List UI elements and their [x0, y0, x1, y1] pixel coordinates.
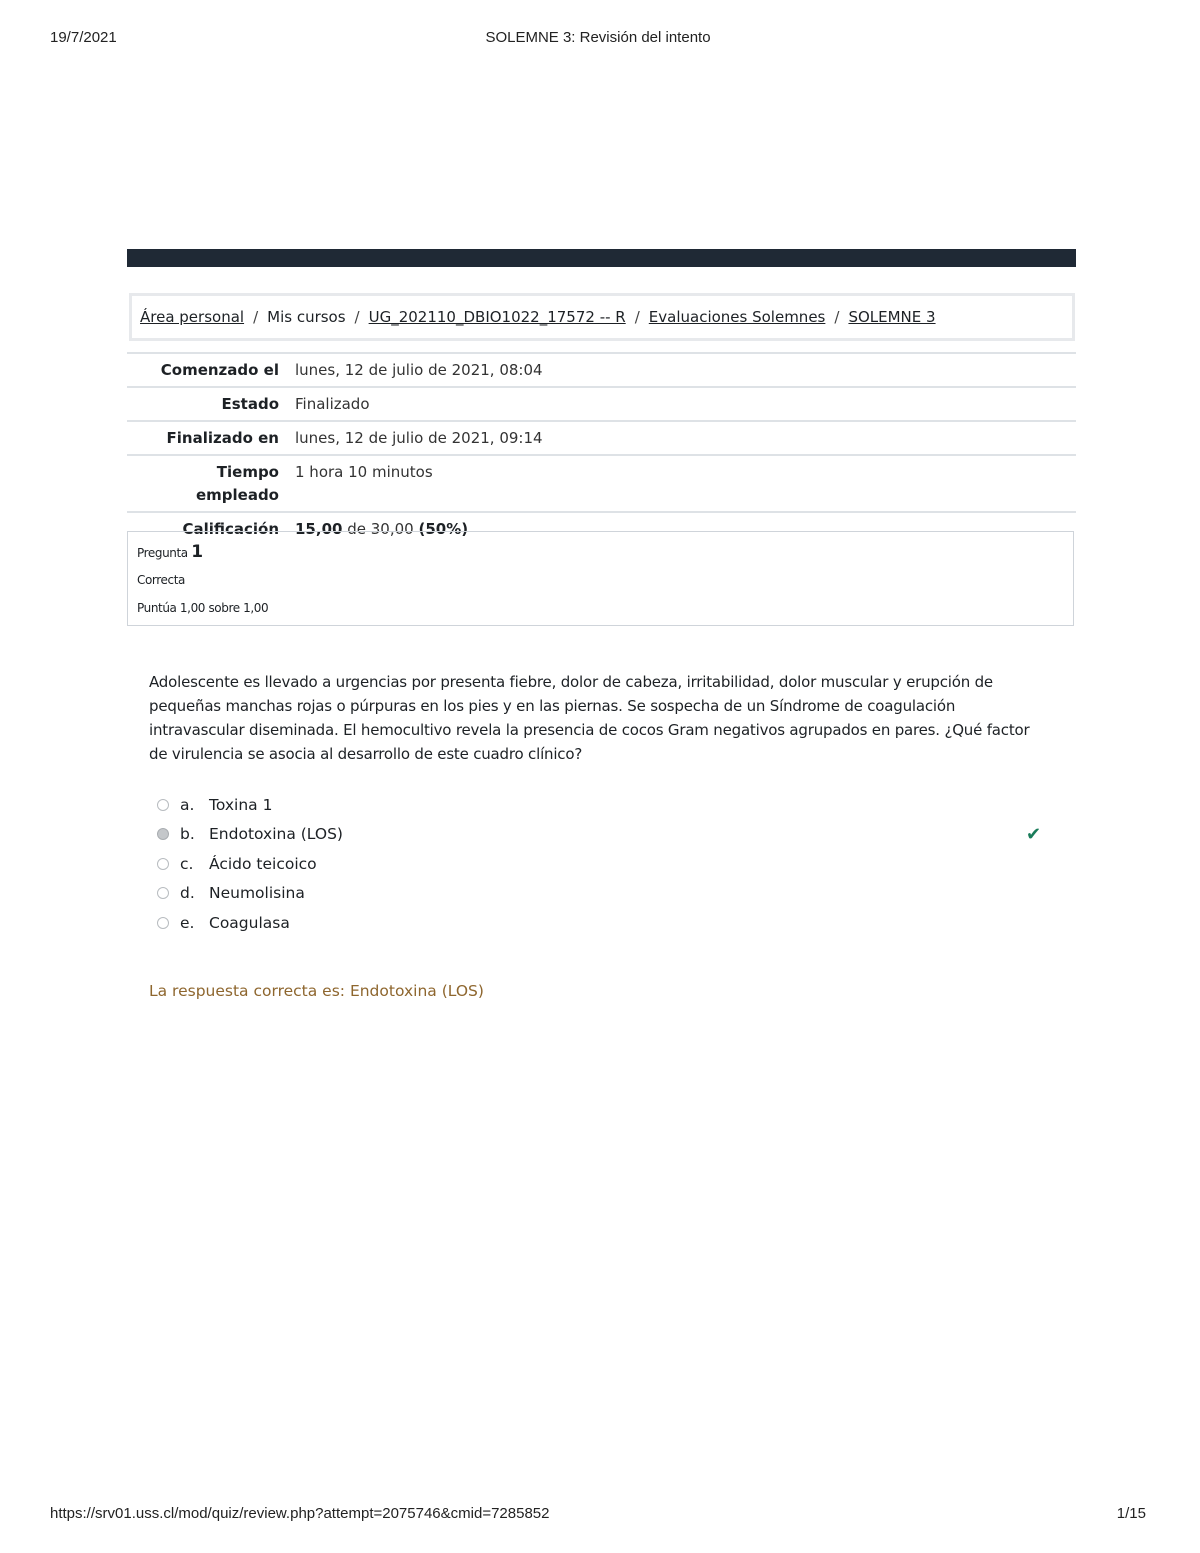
state-label: Estado: [221, 395, 279, 413]
breadcrumb-mis-cursos: Mis cursos: [267, 308, 346, 326]
print-footer: [50, 1505, 1146, 1525]
answer-option-b[interactable]: [157, 820, 1057, 850]
time-value: 1 hora 10 minutos: [295, 463, 433, 481]
question-status: Correcta: [137, 573, 185, 587]
breadcrumb-separator: /: [253, 308, 259, 326]
radio-a[interactable]: [157, 799, 169, 811]
question-mark: Puntúa 1,00 sobre 1,00: [137, 601, 269, 615]
print-date: 19/7/2021: [50, 29, 117, 46]
breadcrumb-area-personal[interactable]: Área personal: [140, 308, 245, 326]
breadcrumb-separator: /: [354, 308, 360, 326]
time-label: [127, 455, 295, 512]
answer-text: Ácido teicoico: [209, 854, 317, 873]
summary-row-started: [127, 353, 1076, 387]
summary-row-time: [127, 455, 1076, 512]
started-label: Comenzado el: [160, 361, 279, 379]
answer-option-e[interactable]: [157, 908, 1057, 938]
breadcrumb-separator: /: [834, 308, 840, 326]
answer-letter: e.: [180, 913, 195, 932]
question-number-row: [137, 540, 1064, 568]
print-header: [50, 29, 1146, 49]
answer-letter: c.: [180, 854, 194, 873]
grade-label: Calificación: [182, 520, 279, 538]
question-number: 1: [191, 542, 204, 562]
answer-text: Endotoxina (LOS): [209, 825, 343, 844]
print-page-number: 1/15: [1116, 1505, 1146, 1522]
question-info-box: [127, 531, 1074, 626]
top-navbar: [127, 249, 1076, 267]
question-text: Adolescente es llevado a urgencias por presenta fiebre, dolor de cabeza, irritabilidad, dolor muscular y erupción de pequeñas manchas rojas o púrpuras en los pies y en las piernas. Se sospecha de un Síndrome de coagulación intravascular diseminada. El hemocultivo revela la presencia de cocos Gram negativos agrupados en pares. ¿Qué factor de virulencia se asocia al desarrollo de este cuadro clínico?: [149, 673, 1030, 763]
answer-option-a[interactable]: [157, 790, 1057, 820]
time-label-line1: Tiempo: [216, 463, 279, 481]
radio-c[interactable]: [157, 858, 169, 870]
breadcrumb-solemne[interactable]: SOLEMNE 3: [848, 308, 936, 326]
radio-d[interactable]: [157, 887, 169, 899]
breadcrumb: [129, 293, 1075, 341]
grade-of: de 30,00: [347, 520, 414, 538]
radio-e[interactable]: [157, 917, 169, 929]
correct-answer-feedback: La respuesta correcta es: Endotoxina (LOS): [149, 982, 484, 1000]
started-value: lunes, 12 de julio de 2021, 08:04: [295, 361, 543, 379]
answer-text: Toxina 1: [209, 795, 273, 814]
answer-text: Neumolisina: [209, 884, 305, 903]
summary-row-state: [127, 387, 1076, 421]
time-label-line2: empleado: [195, 486, 279, 504]
breadcrumb-separator: /: [634, 308, 640, 326]
breadcrumb-evaluaciones[interactable]: Evaluaciones Solemnes: [648, 308, 826, 326]
print-title: SOLEMNE 3: Revisión del intento: [485, 29, 711, 46]
summary-row-finished: [127, 421, 1076, 455]
radio-b[interactable]: [157, 828, 169, 840]
answer-letter: b.: [180, 825, 195, 844]
state-value: Finalizado: [295, 395, 370, 413]
answer-letter: a.: [180, 795, 195, 814]
print-url: https://srv01.uss.cl/mod/quiz/review.php?attempt=2075746&cmid=7285852: [50, 1505, 550, 1522]
grade-score: 15,00: [295, 520, 343, 538]
check-icon: ✔: [1026, 823, 1042, 845]
answer-list: [157, 790, 1057, 938]
breadcrumb-course[interactable]: UG_202110_DBIO1022_17572 -- R: [368, 308, 626, 326]
finished-value: lunes, 12 de julio de 2021, 09:14: [295, 429, 543, 447]
answer-option-c[interactable]: [157, 849, 1057, 879]
attempt-summary-table: [127, 352, 1076, 545]
answer-option-d[interactable]: [157, 879, 1057, 909]
grade-percent: (50%): [418, 520, 469, 538]
question-label: Pregunta: [137, 546, 188, 560]
finished-label: Finalizado en: [166, 429, 279, 447]
answer-text: Coagulasa: [209, 913, 290, 932]
answer-letter: d.: [180, 884, 195, 903]
